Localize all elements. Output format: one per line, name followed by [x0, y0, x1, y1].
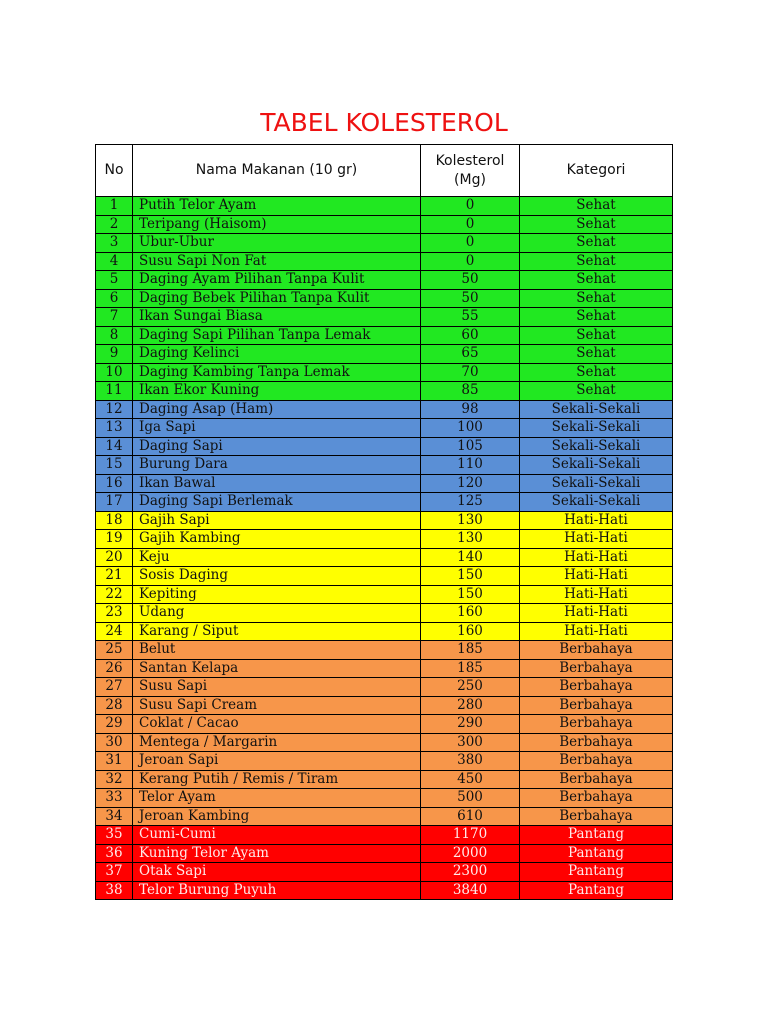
cholesterol-value: 130 — [421, 511, 520, 530]
food-name: Coklat / Cacao — [133, 715, 421, 734]
table-row — [96, 271, 673, 290]
food-name: Gajih Sapi — [133, 511, 421, 530]
category-label: Hati-Hati — [520, 585, 673, 604]
cholesterol-value: 280 — [421, 696, 520, 715]
row-number: 9 — [96, 345, 133, 364]
table-row — [96, 789, 673, 808]
row-number: 31 — [96, 752, 133, 771]
table-row — [96, 863, 673, 882]
table-row — [96, 567, 673, 586]
category-label: Pantang — [520, 826, 673, 845]
category-label: Hati-Hati — [520, 604, 673, 623]
row-number: 26 — [96, 659, 133, 678]
cholesterol-value: 250 — [421, 678, 520, 697]
table-row — [96, 493, 673, 512]
cholesterol-table-container — [95, 144, 673, 900]
food-name: Keju — [133, 548, 421, 567]
category-label: Sehat — [520, 345, 673, 364]
cholesterol-value: 160 — [421, 622, 520, 641]
row-number: 19 — [96, 530, 133, 549]
row-number: 14 — [96, 437, 133, 456]
food-name: Ikan Sungai Biasa — [133, 308, 421, 327]
food-name: Putih Telor Ayam — [133, 197, 421, 216]
table-row — [96, 678, 673, 697]
table-row — [96, 881, 673, 900]
table-row — [96, 844, 673, 863]
row-number: 10 — [96, 363, 133, 382]
category-label: Berbahaya — [520, 789, 673, 808]
food-name: Susu Sapi Cream — [133, 696, 421, 715]
header-row — [96, 145, 673, 197]
category-label: Sekali-Sekali — [520, 493, 673, 512]
table-row — [96, 770, 673, 789]
food-name: Telor Burung Puyuh — [133, 881, 421, 900]
food-name: Karang / Siput — [133, 622, 421, 641]
row-number: 24 — [96, 622, 133, 641]
table-row — [96, 659, 673, 678]
cholesterol-value: 60 — [421, 326, 520, 345]
row-number: 4 — [96, 252, 133, 271]
food-name: Daging Kelinci — [133, 345, 421, 364]
cholesterol-value: 0 — [421, 197, 520, 216]
row-number: 37 — [96, 863, 133, 882]
table-row — [96, 456, 673, 475]
row-number: 36 — [96, 844, 133, 863]
table-row — [96, 382, 673, 401]
table-row — [96, 400, 673, 419]
food-name: Daging Sapi Berlemak — [133, 493, 421, 512]
row-number: 38 — [96, 881, 133, 900]
category-label: Sekali-Sekali — [520, 437, 673, 456]
food-name: Belut — [133, 641, 421, 660]
row-number: 29 — [96, 715, 133, 734]
row-number: 17 — [96, 493, 133, 512]
food-name: Kuning Telor Ayam — [133, 844, 421, 863]
row-number: 7 — [96, 308, 133, 327]
table-row — [96, 363, 673, 382]
table-row — [96, 511, 673, 530]
cholesterol-value: 2000 — [421, 844, 520, 863]
food-name: Santan Kelapa — [133, 659, 421, 678]
cholesterol-value: 150 — [421, 585, 520, 604]
food-name: Jeroan Kambing — [133, 807, 421, 826]
row-number: 1 — [96, 197, 133, 216]
cholesterol-value: 110 — [421, 456, 520, 475]
cholesterol-value: 450 — [421, 770, 520, 789]
category-label: Sekali-Sekali — [520, 474, 673, 493]
food-name: Kepiting — [133, 585, 421, 604]
row-number: 33 — [96, 789, 133, 808]
category-label: Pantang — [520, 863, 673, 882]
table-row — [96, 585, 673, 604]
category-label: Pantang — [520, 881, 673, 900]
category-label: Berbahaya — [520, 678, 673, 697]
food-name: Otak Sapi — [133, 863, 421, 882]
cholesterol-value: 55 — [421, 308, 520, 327]
category-label: Sekali-Sekali — [520, 456, 673, 475]
row-number: 28 — [96, 696, 133, 715]
table-row — [96, 733, 673, 752]
table-row — [96, 807, 673, 826]
category-label: Sehat — [520, 215, 673, 234]
category-label: Berbahaya — [520, 752, 673, 771]
table-row — [96, 234, 673, 253]
cholesterol-value: 500 — [421, 789, 520, 808]
cholesterol-value: 105 — [421, 437, 520, 456]
cholesterol-value: 65 — [421, 345, 520, 364]
food-name: Iga Sapi — [133, 419, 421, 438]
header-food-name: Nama Makanan (10 gr) — [133, 145, 421, 197]
category-label: Sekali-Sekali — [520, 400, 673, 419]
row-number: 18 — [96, 511, 133, 530]
row-number: 27 — [96, 678, 133, 697]
cholesterol-value: 50 — [421, 271, 520, 290]
cholesterol-value: 300 — [421, 733, 520, 752]
row-number: 21 — [96, 567, 133, 586]
row-number: 30 — [96, 733, 133, 752]
category-label: Sehat — [520, 382, 673, 401]
category-label: Hati-Hati — [520, 511, 673, 530]
food-name: Udang — [133, 604, 421, 623]
category-label: Berbahaya — [520, 807, 673, 826]
row-number: 15 — [96, 456, 133, 475]
cholesterol-value: 0 — [421, 252, 520, 271]
food-name: Telor Ayam — [133, 789, 421, 808]
cholesterol-value: 50 — [421, 289, 520, 308]
cholesterol-value: 185 — [421, 659, 520, 678]
cholesterol-value: 3840 — [421, 881, 520, 900]
cholesterol-value: 610 — [421, 807, 520, 826]
table-row — [96, 419, 673, 438]
cholesterol-value: 160 — [421, 604, 520, 623]
cholesterol-value: 150 — [421, 567, 520, 586]
table-row — [96, 308, 673, 327]
row-number: 25 — [96, 641, 133, 660]
row-number: 35 — [96, 826, 133, 845]
table-row — [96, 715, 673, 734]
category-label: Berbahaya — [520, 715, 673, 734]
category-label: Sehat — [520, 363, 673, 382]
cholesterol-value: 140 — [421, 548, 520, 567]
row-number: 23 — [96, 604, 133, 623]
row-number: 13 — [96, 419, 133, 438]
row-number: 8 — [96, 326, 133, 345]
table-row — [96, 215, 673, 234]
food-name: Daging Bebek Pilihan Tanpa Kulit — [133, 289, 421, 308]
food-name: Burung Dara — [133, 456, 421, 475]
category-label: Sehat — [520, 289, 673, 308]
food-name: Ikan Ekor Kuning — [133, 382, 421, 401]
header-cholesterol — [421, 145, 520, 197]
row-number: 16 — [96, 474, 133, 493]
table-row — [96, 826, 673, 845]
food-name: Ubur-Ubur — [133, 234, 421, 253]
table-row — [96, 604, 673, 623]
row-number: 5 — [96, 271, 133, 290]
cholesterol-value: 0 — [421, 234, 520, 253]
food-name: Ikan Bawal — [133, 474, 421, 493]
food-name: Jeroan Sapi — [133, 752, 421, 771]
header-category: Kategori — [520, 145, 673, 197]
category-label: Berbahaya — [520, 696, 673, 715]
cholesterol-value: 2300 — [421, 863, 520, 882]
page-title: TABEL KOLESTEROL — [260, 108, 508, 137]
food-name: Daging Asap (Ham) — [133, 400, 421, 419]
row-number: 11 — [96, 382, 133, 401]
row-number: 32 — [96, 770, 133, 789]
cholesterol-table — [95, 144, 673, 900]
row-number: 2 — [96, 215, 133, 234]
category-label: Pantang — [520, 844, 673, 863]
category-label: Sehat — [520, 308, 673, 327]
row-number: 20 — [96, 548, 133, 567]
food-name: Susu Sapi Non Fat — [133, 252, 421, 271]
food-name: Daging Kambing Tanpa Lemak — [133, 363, 421, 382]
cholesterol-value: 185 — [421, 641, 520, 660]
table-row — [96, 641, 673, 660]
category-label: Sehat — [520, 234, 673, 253]
category-label: Sehat — [520, 271, 673, 290]
cholesterol-value: 125 — [421, 493, 520, 512]
food-name: Susu Sapi — [133, 678, 421, 697]
table-row — [96, 530, 673, 549]
table-header — [96, 145, 673, 197]
food-name: Daging Ayam Pilihan Tanpa Kulit — [133, 271, 421, 290]
table-row — [96, 252, 673, 271]
row-number: 6 — [96, 289, 133, 308]
category-label: Sehat — [520, 197, 673, 216]
cholesterol-value: 98 — [421, 400, 520, 419]
cholesterol-value: 130 — [421, 530, 520, 549]
table-row — [96, 622, 673, 641]
cholesterol-value: 100 — [421, 419, 520, 438]
category-label: Hati-Hati — [520, 567, 673, 586]
table-row — [96, 326, 673, 345]
food-name: Daging Sapi Pilihan Tanpa Lemak — [133, 326, 421, 345]
table-row — [96, 752, 673, 771]
table-row — [96, 345, 673, 364]
cholesterol-value: 70 — [421, 363, 520, 382]
cholesterol-value: 380 — [421, 752, 520, 771]
header-cholesterol-label: Kolesterol — [435, 152, 505, 169]
table-row — [96, 197, 673, 216]
row-number: 34 — [96, 807, 133, 826]
category-label: Berbahaya — [520, 770, 673, 789]
category-label: Sehat — [520, 326, 673, 345]
category-label: Hati-Hati — [520, 548, 673, 567]
row-number: 3 — [96, 234, 133, 253]
cholesterol-value: 0 — [421, 215, 520, 234]
category-label: Berbahaya — [520, 733, 673, 752]
table-row — [96, 474, 673, 493]
category-label: Sehat — [520, 252, 673, 271]
cholesterol-value: 85 — [421, 382, 520, 401]
category-label: Hati-Hati — [520, 622, 673, 641]
category-label: Berbahaya — [520, 641, 673, 660]
row-number: 12 — [96, 400, 133, 419]
row-number: 22 — [96, 585, 133, 604]
food-name: Cumi-Cumi — [133, 826, 421, 845]
category-label: Sekali-Sekali — [520, 419, 673, 438]
table-row — [96, 289, 673, 308]
food-name: Teripang (Haisom) — [133, 215, 421, 234]
header-cholesterol-unit: (Mg) — [454, 171, 486, 188]
food-name: Kerang Putih / Remis / Tiram — [133, 770, 421, 789]
table-row — [96, 548, 673, 567]
cholesterol-value: 120 — [421, 474, 520, 493]
table-body — [96, 197, 673, 900]
food-name: Sosis Daging — [133, 567, 421, 586]
food-name: Daging Sapi — [133, 437, 421, 456]
food-name: Gajih Kambing — [133, 530, 421, 549]
cholesterol-value: 290 — [421, 715, 520, 734]
category-label: Hati-Hati — [520, 530, 673, 549]
category-label: Berbahaya — [520, 659, 673, 678]
table-row — [96, 437, 673, 456]
header-no: No — [96, 145, 133, 197]
table-row — [96, 696, 673, 715]
cholesterol-value: 1170 — [421, 826, 520, 845]
food-name: Mentega / Margarin — [133, 733, 421, 752]
